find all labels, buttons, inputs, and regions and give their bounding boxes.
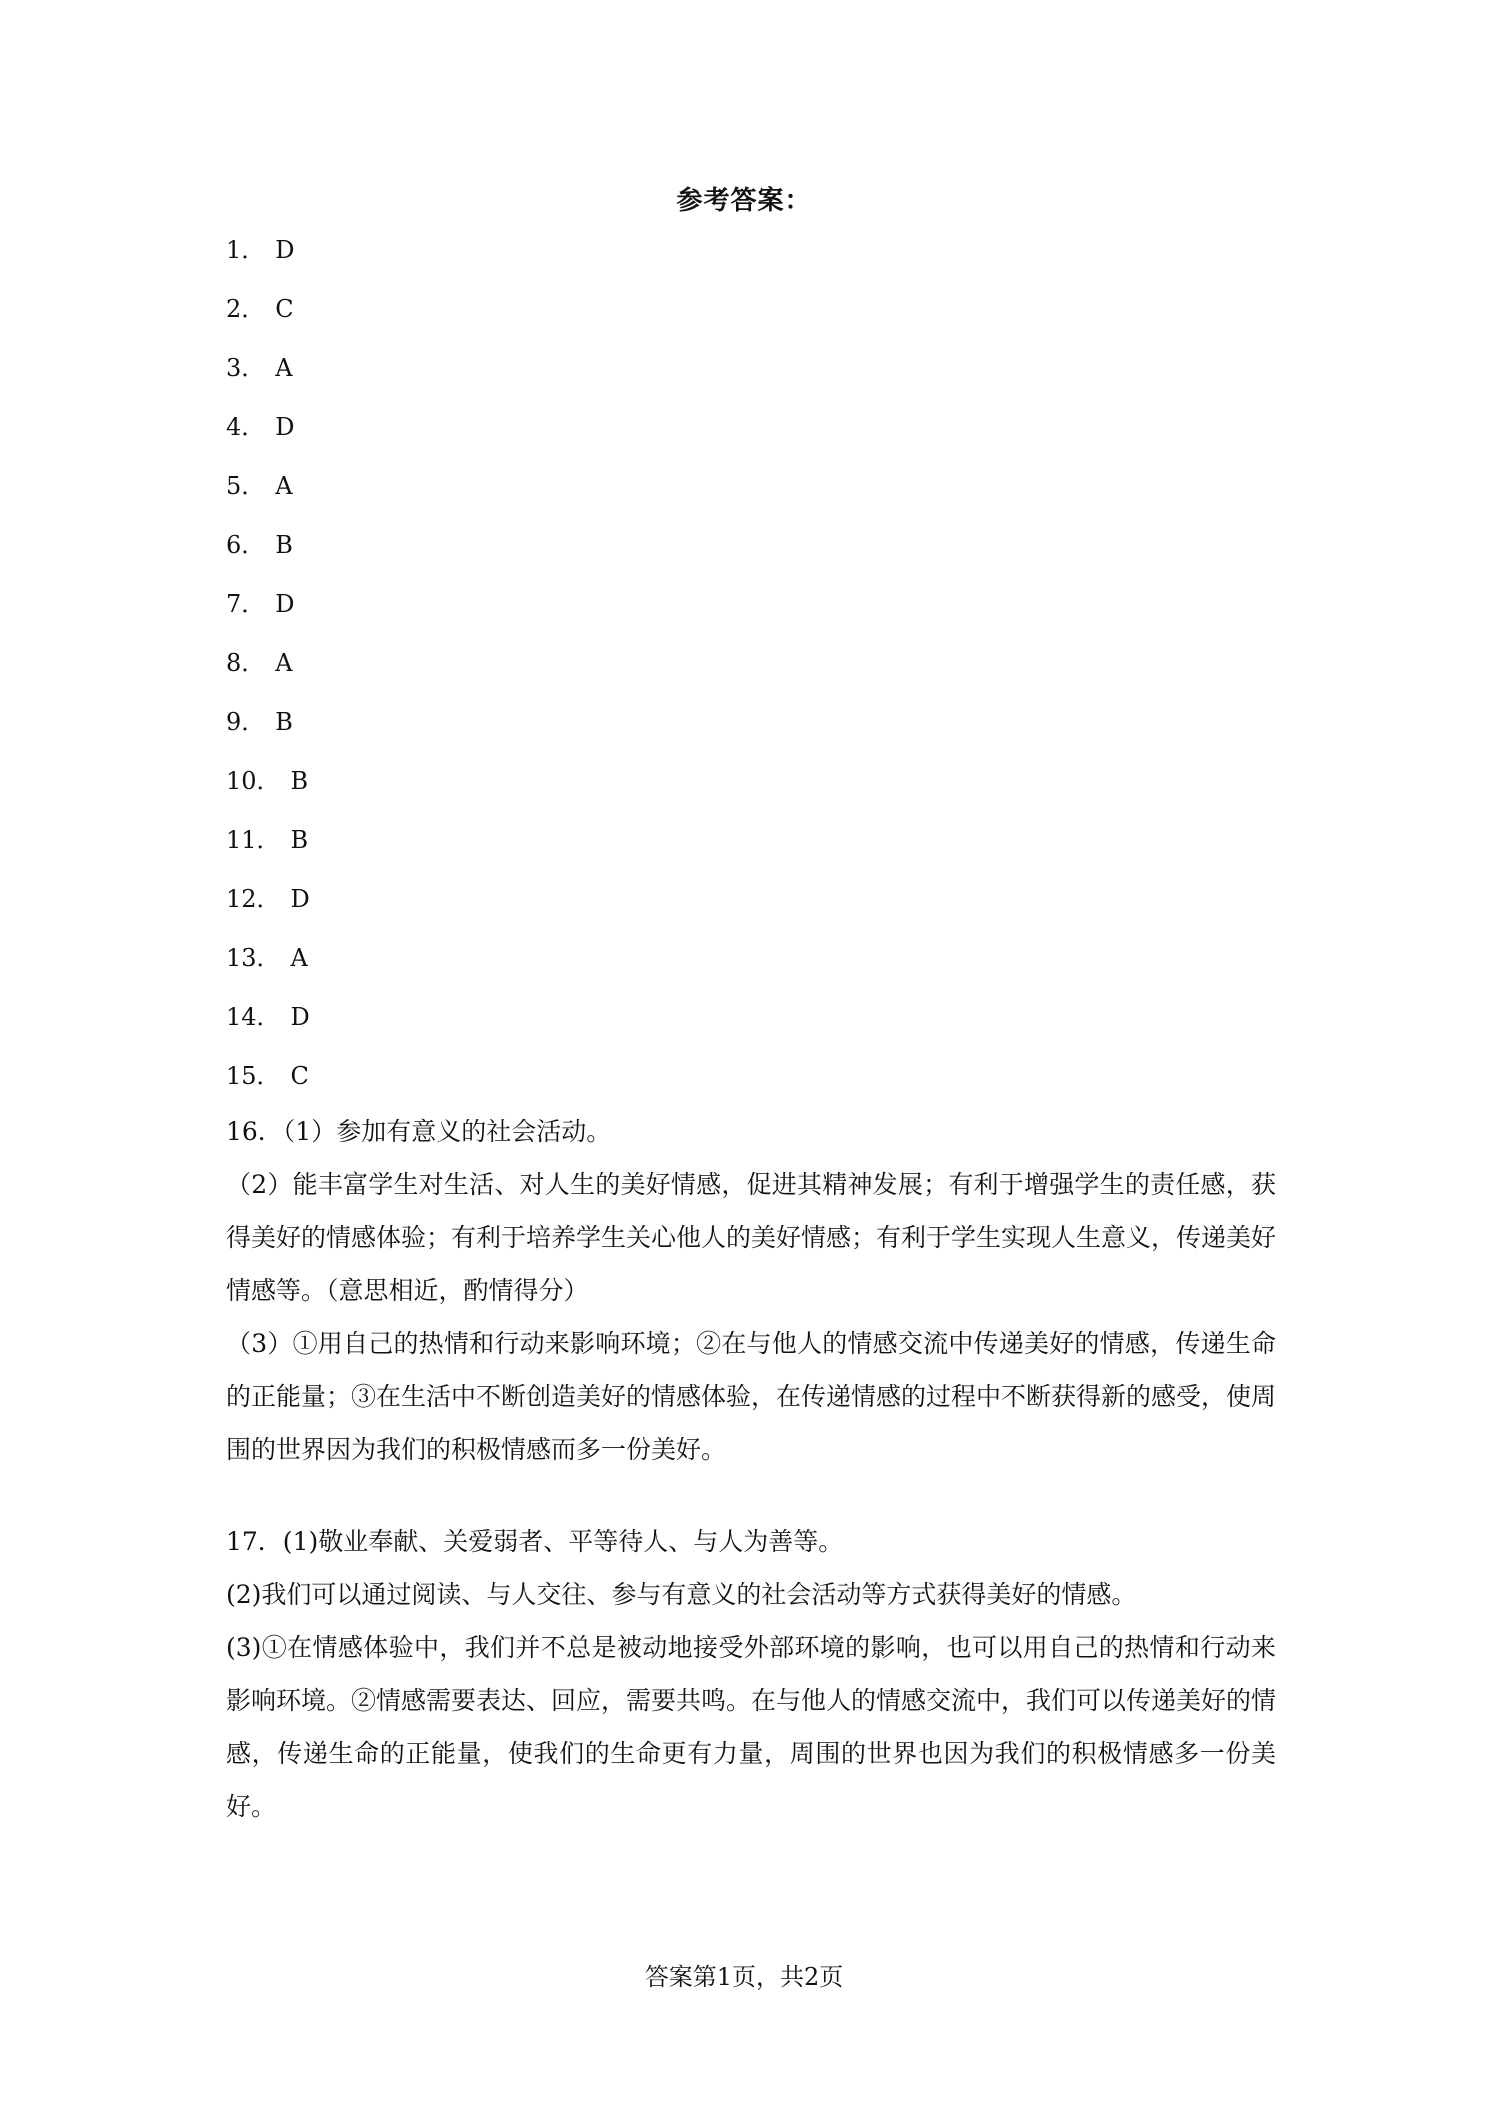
- q17-part-1: 17．(1)敬业奉献、关爱弱者、平等待人、与人为善等。: [226, 1527, 844, 1556]
- question-number: 14．: [226, 1003, 281, 1031]
- question-number: 6．: [226, 531, 266, 559]
- choice-answer-item: [226, 938, 1276, 997]
- answer-letter: A: [275, 354, 293, 382]
- answer-letter: D: [275, 236, 295, 264]
- answer-letter: B: [290, 767, 309, 795]
- choice-answer-item: [226, 466, 1276, 525]
- choice-answer-item: [226, 230, 1276, 289]
- answer-letter: B: [275, 531, 293, 559]
- answer-letter: D: [275, 413, 295, 441]
- question-number: 2．: [226, 295, 266, 323]
- answer-letter: B: [290, 826, 309, 854]
- question-17-answer: [226, 1515, 1276, 1833]
- choice-answer-item: [226, 997, 1276, 1056]
- answer-letter: C: [290, 1062, 309, 1090]
- question-number: 5．: [226, 472, 266, 500]
- answer-letter: C: [275, 295, 294, 323]
- answer-letter: A: [275, 649, 293, 677]
- question-number: 1．: [226, 236, 266, 264]
- question-number: 9．: [226, 708, 266, 736]
- answer-letter: B: [275, 708, 293, 736]
- choice-answer-item: [226, 820, 1276, 879]
- choice-answer-item: [226, 525, 1276, 584]
- question-number: 7．: [226, 590, 266, 618]
- question-number: 10．: [226, 767, 281, 795]
- page-footer: 答案第1页，共2页: [644, 1963, 844, 1991]
- answer-letter: A: [275, 472, 293, 500]
- question-number: 3．: [226, 354, 266, 382]
- choice-answer-item: [226, 407, 1276, 466]
- question-16-answer: [226, 1105, 1276, 1476]
- choice-answer-item: [226, 348, 1276, 407]
- question-number: 4．: [226, 413, 266, 441]
- question-number: 15．: [226, 1062, 281, 1090]
- choice-answer-item: [226, 761, 1276, 820]
- answer-letter: D: [290, 885, 310, 913]
- page-title: 参考答案：: [676, 186, 812, 216]
- q16-part-2: （2）能丰富学生对生活、对人生的美好情感，促进其精神发展；有利于增强学生的责任感，获得美好的情感体验；有利于培养学生关心他人的美好情感；有利于学生实现人生意义，传递美好情感等。（意思相近，酌情得分）: [226, 1170, 1277, 1305]
- choice-answer-item: [226, 879, 1276, 938]
- choice-answer-item: [226, 584, 1276, 643]
- answer-letter: D: [275, 590, 295, 618]
- choice-answer-list: [226, 230, 1276, 1115]
- choice-answer-item: [226, 643, 1276, 702]
- q17-part-2: (2)我们可以通过阅读、与人交往、参与有意义的社会活动等方式获得美好的情感。: [226, 1580, 1137, 1609]
- q16-part-3: （3）①用自己的热情和行动来影响环境；②在与他人的情感交流中传递美好的情感，传递生命的正能量；③在生活中不断创造美好的情感体验，在传递情感的过程中不断获得新的感受，使周围的世界因为我们的积极情感而多一份美好。: [226, 1329, 1277, 1464]
- q16-part-1: 16．（1）参加有意义的社会活动。: [226, 1117, 612, 1146]
- question-number: 13．: [226, 944, 281, 972]
- question-number: 8．: [226, 649, 266, 677]
- question-number: 11．: [226, 826, 281, 854]
- answer-letter: A: [290, 944, 308, 972]
- q17-part-3: (3)①在情感体验中，我们并不总是被动地接受外部环境的影响，也可以用自己的热情和行动来影响环境。②情感需要表达、回应，需要共鸣。在与他人的情感交流中，我们可以传递美好的情感，传递生命的正能量，使我们的生命更有力量，周围的世界也因为我们的积极情感多一份美好。: [226, 1633, 1277, 1821]
- answer-letter: D: [290, 1003, 310, 1031]
- choice-answer-item: [226, 289, 1276, 348]
- question-number: 12．: [226, 885, 281, 913]
- choice-answer-item: [226, 702, 1276, 761]
